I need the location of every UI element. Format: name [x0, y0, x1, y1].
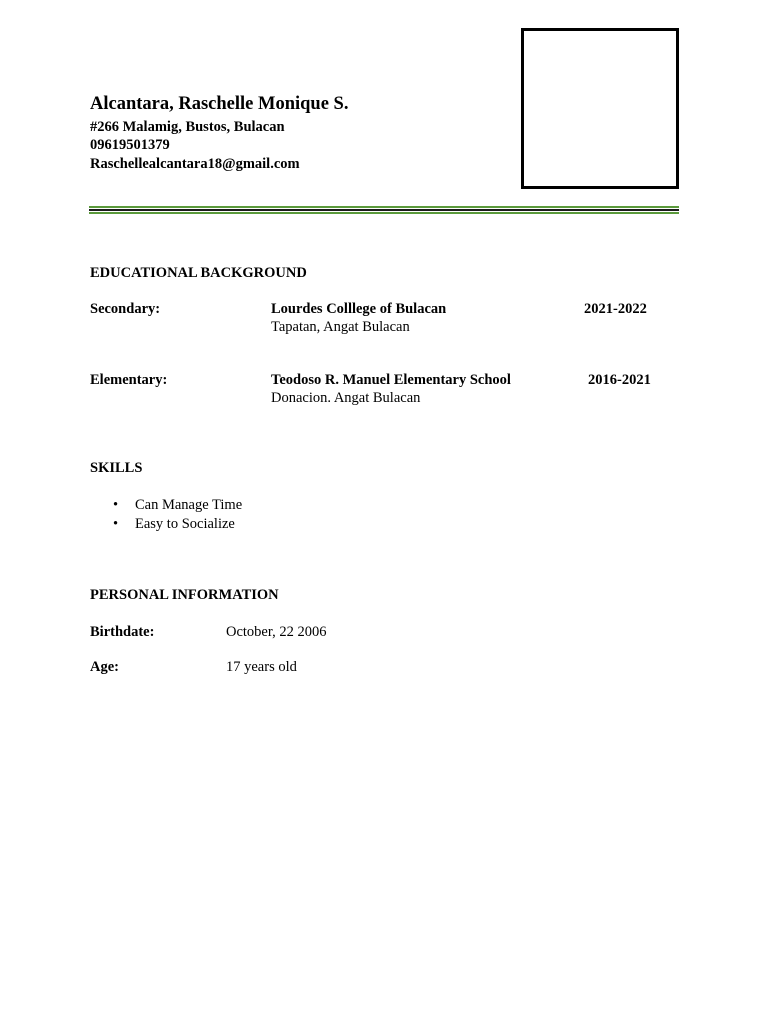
skill-text: Can Manage Time — [135, 497, 243, 513]
personal-info-heading: PERSONAL INFORMATION — [90, 587, 279, 603]
education-level-secondary: Secondary: — [90, 301, 161, 317]
birthdate-label: Birthdate: — [90, 624, 155, 640]
skills-heading: SKILLS — [90, 460, 143, 476]
applicant-name: Alcantara, Raschelle Monique S. — [90, 94, 349, 114]
elementary-years: 2016-2021 — [588, 372, 651, 388]
education-heading: EDUCATIONAL BACKGROUND — [90, 265, 307, 281]
elementary-school-name: Teodoso R. Manuel Elementary School — [271, 372, 511, 388]
age-value: 17 years old — [226, 659, 297, 675]
bullet-icon: • — [113, 516, 119, 532]
age-label: Age: — [90, 659, 119, 675]
divider-dark — [89, 209, 679, 211]
bullet-icon: • — [113, 497, 119, 513]
email-address: Raschellealcantara18@gmail.com — [90, 156, 300, 172]
address: #266 Malamig, Bustos, Bulacan — [90, 119, 285, 135]
secondary-school-name: Lourdes Colllege of Bulacan — [271, 301, 447, 317]
phone-number: 09619501379 — [90, 137, 170, 153]
secondary-years: 2021-2022 — [584, 301, 647, 317]
skills-list — [113, 496, 242, 534]
elementary-school-location: Donacion. Angat Bulacan — [271, 390, 421, 406]
list-item — [113, 515, 242, 534]
list-item — [113, 496, 242, 515]
skill-text: Easy to Socialize — [135, 516, 235, 532]
secondary-school-location: Tapatan, Angat Bulacan — [271, 319, 410, 335]
divider-green-bottom — [89, 212, 679, 214]
birthdate-value: October, 22 2006 — [226, 624, 327, 640]
photo-placeholder — [521, 28, 679, 189]
divider-green-top — [89, 206, 679, 208]
education-level-elementary: Elementary: — [90, 372, 168, 388]
